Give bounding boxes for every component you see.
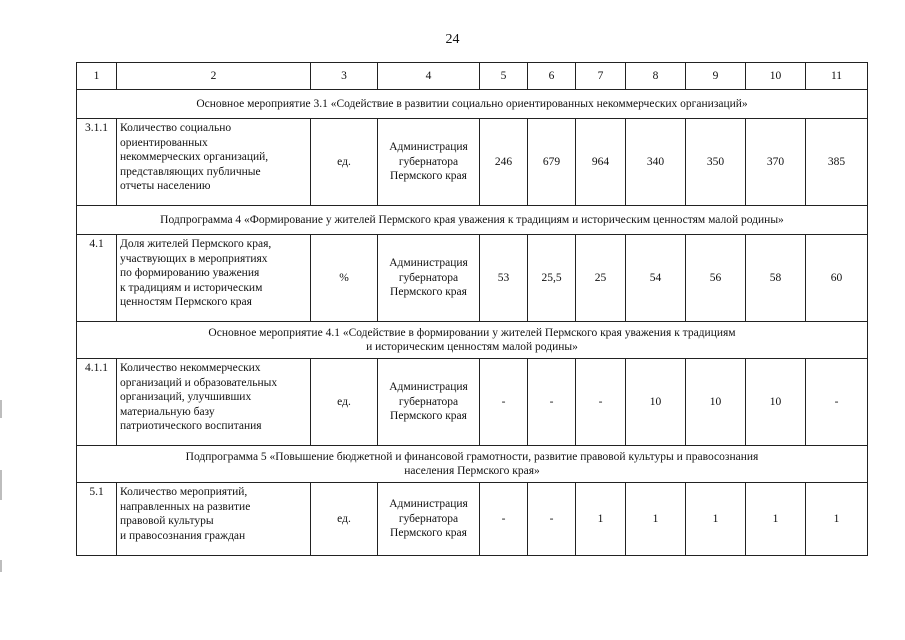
section-title-line: Подпрограмма 4 «Формирование у жителей Пермского края уважения к традициям и историческим ценностям малой родины» — [160, 213, 784, 226]
value-cell: 679 — [528, 119, 576, 206]
responsible-line: Пермского края — [390, 286, 467, 299]
responsible-cell — [378, 119, 480, 206]
responsible-line: губернатора — [398, 395, 459, 408]
indicator-name-cell — [117, 235, 311, 322]
indicator-name-line: ценностям Пермского края — [120, 296, 252, 308]
indicator-number-cell: 4.1.1 — [77, 359, 117, 446]
responsible-line: Пермского края — [390, 527, 467, 540]
section-title-cell — [77, 446, 868, 483]
section-title-line: населения Пермского края» — [404, 465, 540, 477]
value-cell: 54 — [626, 235, 686, 322]
value-cell: 53 — [480, 235, 528, 322]
unit-cell: ед. — [311, 359, 378, 446]
value-cell: 964 — [576, 119, 626, 206]
table-row — [77, 235, 868, 322]
scan-artifact — [0, 560, 2, 572]
column-number-cell: 5 — [480, 63, 528, 90]
value-cell: 1 — [626, 483, 686, 556]
column-number-cell: 2 — [117, 63, 311, 90]
responsible-cell — [378, 235, 480, 322]
indicator-name-cell — [117, 483, 311, 556]
column-number-cell: 8 — [626, 63, 686, 90]
responsible-line: Пермского края — [390, 170, 467, 183]
indicator-name-line: Количество мероприятий, — [120, 486, 248, 498]
unit-cell: % — [311, 235, 378, 322]
indicator-number-cell: 5.1 — [77, 483, 117, 556]
unit-cell: ед. — [311, 483, 378, 556]
indicator-name-cell — [117, 119, 311, 206]
section-row — [77, 90, 868, 119]
indicator-name-line: ориентированных — [120, 136, 208, 149]
indicator-name-line: Доля жителей Пермского края, — [120, 238, 272, 250]
table-row — [77, 119, 868, 206]
unit-cell: ед. — [311, 119, 378, 206]
responsible-line: Администрация — [389, 257, 468, 270]
section-row — [77, 322, 868, 359]
value-cell: - — [576, 359, 626, 446]
header-row — [77, 63, 868, 90]
responsible-line: Администрация — [389, 381, 468, 394]
section-title-cell — [77, 206, 868, 235]
indicator-name-line: и правосознания граждан — [120, 529, 246, 542]
column-number-cell: 6 — [528, 63, 576, 90]
section-title-line: Подпрограмма 5 «Повышение бюджетной и финансовой грамотности, развитие правовой культуры и правосознания — [185, 450, 759, 463]
indicator-name-line: представляющих публичные — [120, 165, 261, 178]
indicator-name-line: организаций и образовательных — [120, 376, 278, 389]
column-number-cell: 3 — [311, 63, 378, 90]
indicators-table — [76, 62, 868, 556]
scan-artifact — [0, 470, 2, 500]
section-row — [77, 446, 868, 483]
value-cell: 60 — [806, 235, 868, 322]
value-cell: 58 — [746, 235, 806, 322]
value-cell: 385 — [806, 119, 868, 206]
responsible-line: Пермского края — [390, 410, 467, 423]
responsible-line: губернатора — [398, 512, 459, 525]
section-title-cell — [77, 322, 868, 359]
column-number-cell: 11 — [806, 63, 868, 90]
value-cell: 1 — [576, 483, 626, 556]
indicator-name-line: правовой культуры — [120, 515, 214, 527]
responsible-line: Администрация — [389, 141, 468, 154]
value-cell: 1 — [686, 483, 746, 556]
indicator-name-line: организаций, улучшивших — [120, 391, 252, 403]
section-title-line: Основное мероприятие 3.1 «Содействие в развитии социально ориентированных некоммерческих организаций» — [196, 97, 748, 110]
indicator-name-line: Количество некоммерческих — [120, 362, 261, 374]
responsible-cell — [378, 359, 480, 446]
column-number-cell: 9 — [686, 63, 746, 90]
value-cell: 10 — [626, 359, 686, 446]
value-cell: 1 — [746, 483, 806, 556]
table-row — [77, 359, 868, 446]
indicator-name-cell — [117, 359, 311, 446]
indicator-number-cell: 3.1.1 — [77, 119, 117, 206]
indicator-name-line: участвующих в мероприятиях — [120, 252, 268, 265]
indicator-name-line: материальную базу — [120, 405, 215, 418]
column-number-cell: 7 — [576, 63, 626, 90]
value-cell: - — [528, 483, 576, 556]
page-number: 24 — [445, 32, 460, 47]
indicator-name-line: направленных на развитие — [120, 500, 251, 513]
indicator-name-line: Количество социально — [120, 122, 232, 134]
column-number-cell: 1 — [77, 63, 117, 90]
indicator-number-cell: 4.1 — [77, 235, 117, 322]
value-cell: 370 — [746, 119, 806, 206]
value-cell: - — [806, 359, 868, 446]
value-cell: - — [480, 359, 528, 446]
table-row — [77, 483, 868, 556]
column-number-cell: 4 — [378, 63, 480, 90]
value-cell: 10 — [746, 359, 806, 446]
value-cell: 25 — [576, 235, 626, 322]
section-title-cell — [77, 90, 868, 119]
value-cell: 1 — [806, 483, 868, 556]
value-cell: 350 — [686, 119, 746, 206]
section-title-line: Основное мероприятие 4.1 «Содействие в формировании у жителей Пермского края уважения к традициям — [208, 326, 736, 339]
indicator-name-line: к традициям и историческим — [120, 281, 263, 294]
responsible-line: Администрация — [389, 498, 468, 511]
indicator-name-line: отчеты населению — [120, 180, 211, 192]
value-cell: - — [480, 483, 528, 556]
value-cell: 246 — [480, 119, 528, 206]
indicator-name-line: по формированию уважения — [120, 267, 260, 279]
column-number-cell: 10 — [746, 63, 806, 90]
responsible-line: губернатора — [398, 271, 459, 284]
value-cell: 340 — [626, 119, 686, 206]
indicator-name-line: некоммерческих организаций, — [120, 151, 269, 163]
value-cell: 10 — [686, 359, 746, 446]
value-cell: 56 — [686, 235, 746, 322]
section-title-line: и историческим ценностям малой родины» — [366, 341, 578, 353]
indicator-name-line: патриотического воспитания — [120, 420, 262, 432]
section-row — [77, 206, 868, 235]
responsible-line: губернатора — [398, 155, 459, 168]
responsible-cell — [378, 483, 480, 556]
scan-artifact — [0, 400, 2, 418]
value-cell: 25,5 — [528, 235, 576, 322]
value-cell: - — [528, 359, 576, 446]
